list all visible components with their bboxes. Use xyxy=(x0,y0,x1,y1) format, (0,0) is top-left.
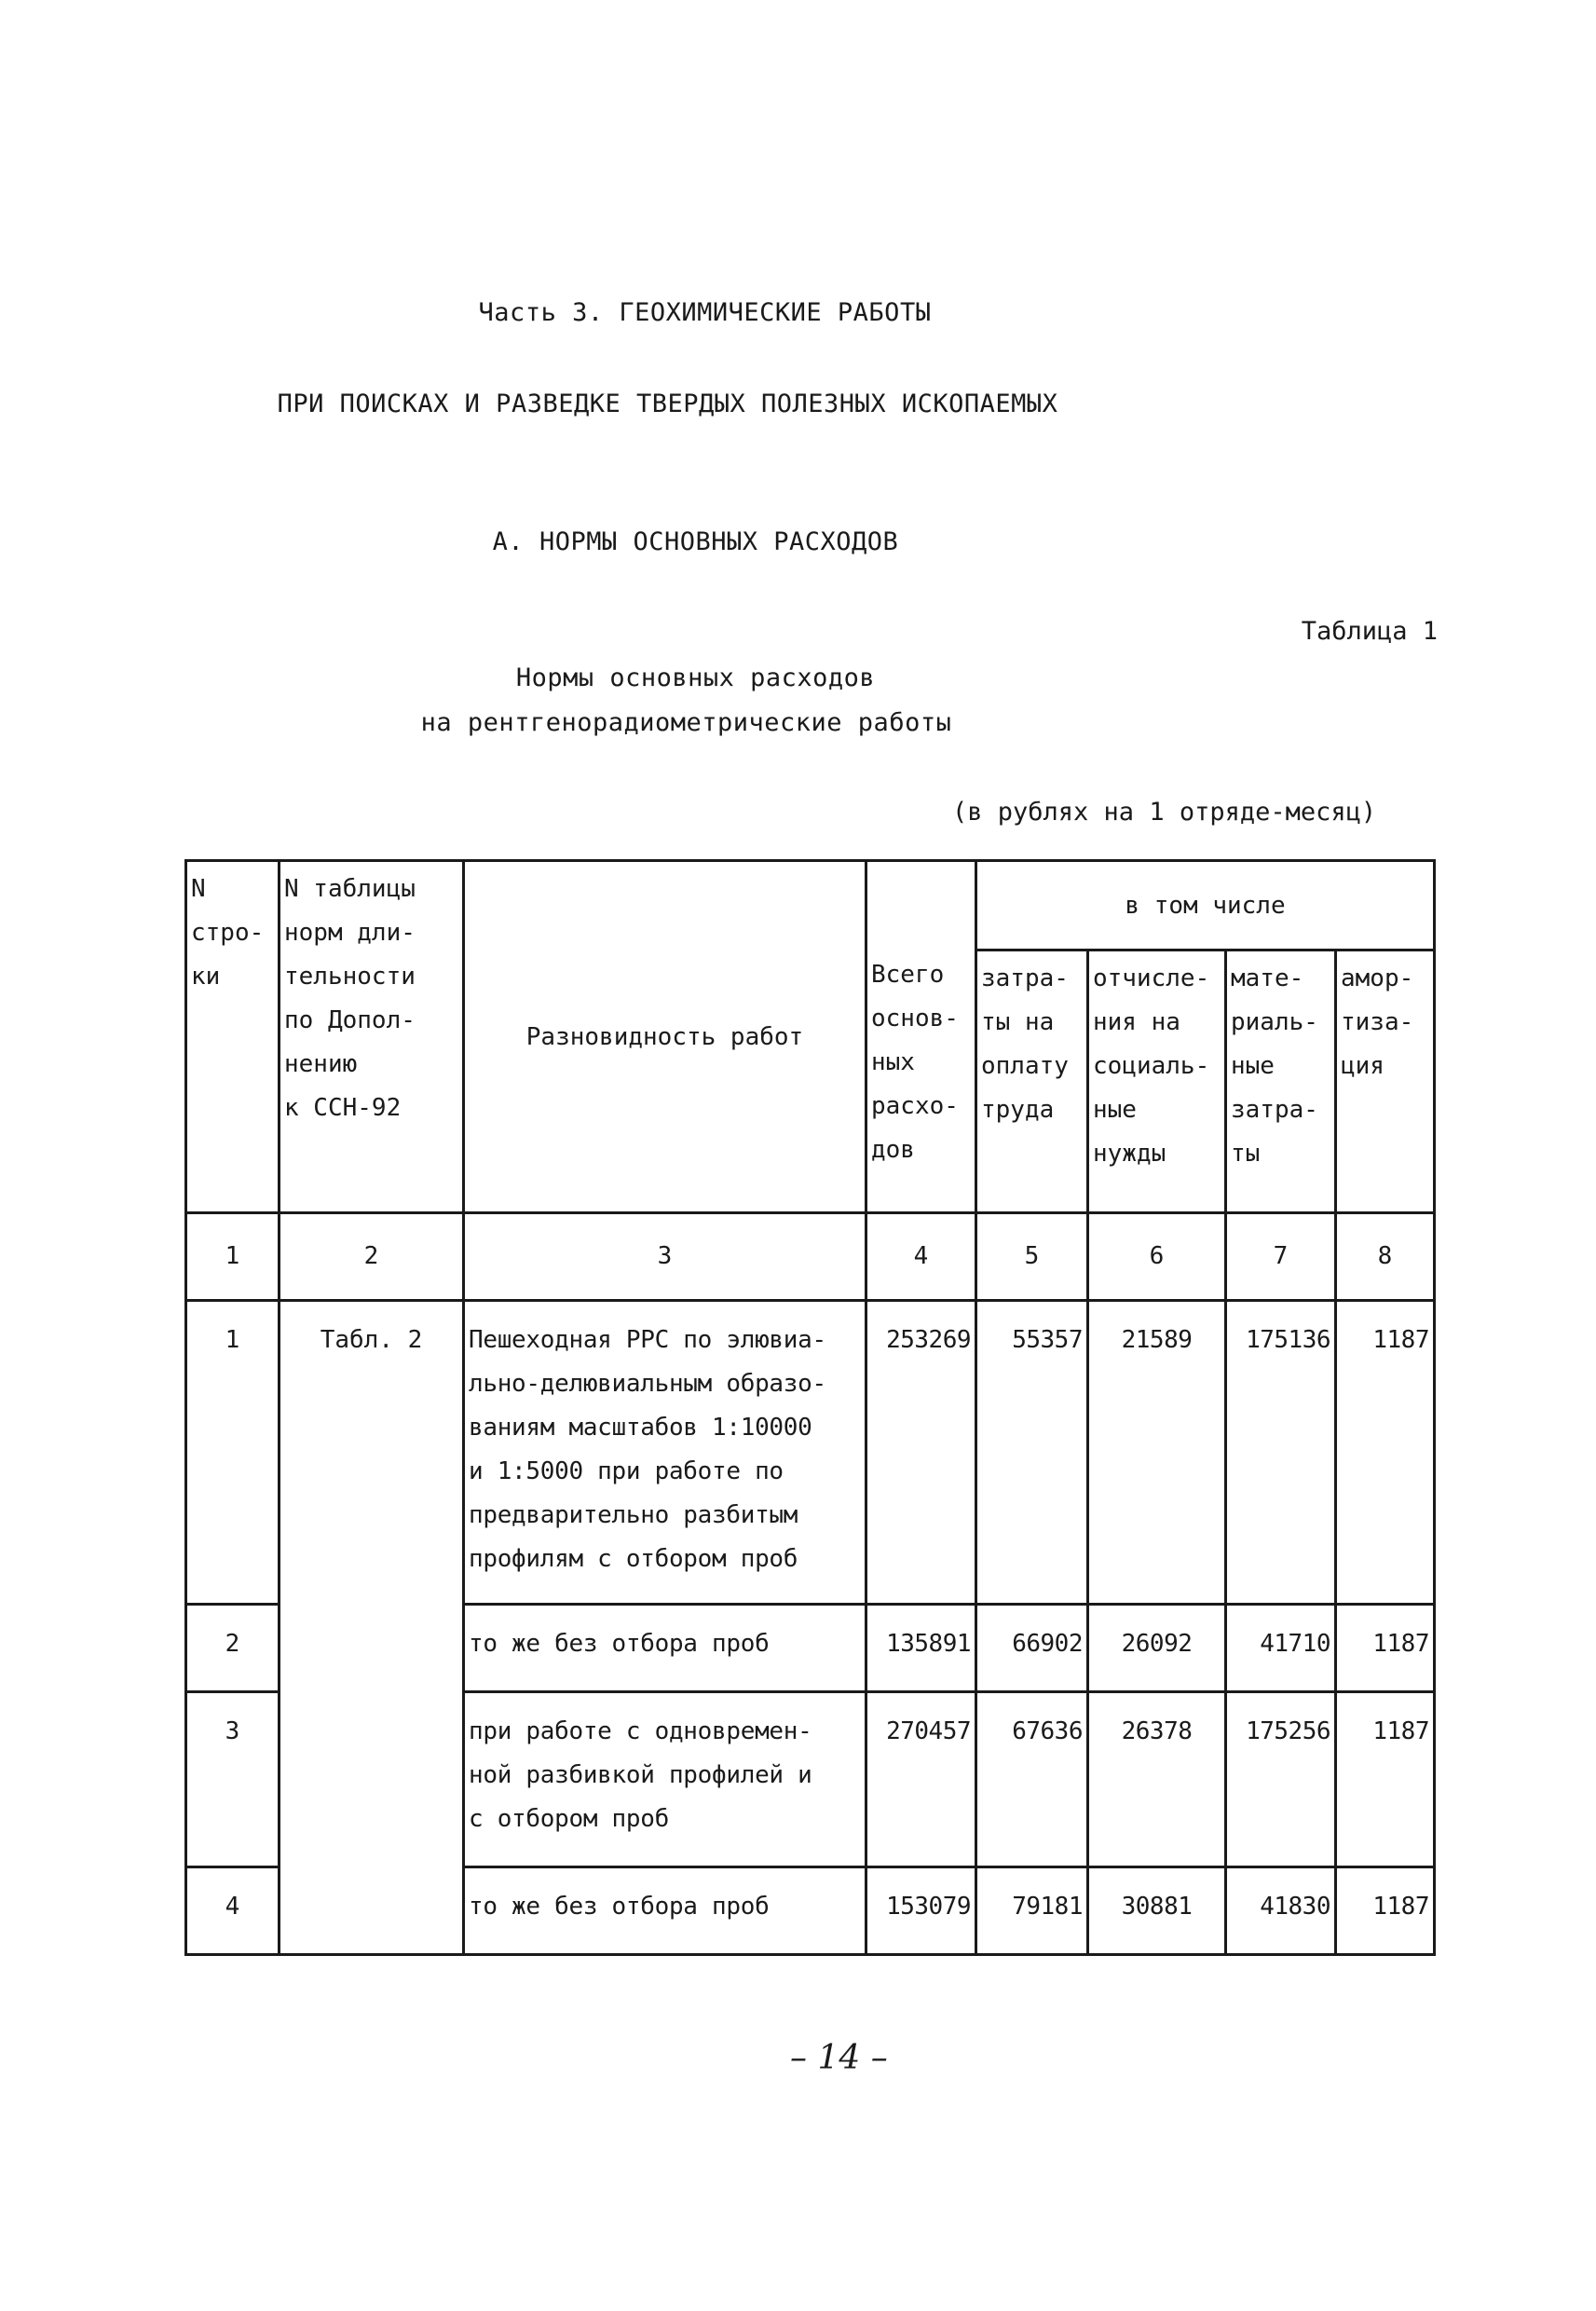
col-number: 2 xyxy=(280,1213,464,1301)
row-total: 135891 xyxy=(866,1605,976,1692)
part-subtitle: ПРИ ПОИСКАХ И РАЗВЕДКЕ ТВЕРДЫХ ПОЛЕЗНЫХ ИСКОПАЕМЫХ xyxy=(277,390,1058,418)
row-total: 270457 xyxy=(866,1692,976,1867)
row-social: 26092 xyxy=(1088,1605,1226,1692)
units-note: (в рублях на 1 отряде-месяц) xyxy=(952,798,1377,827)
col-number: 1 xyxy=(186,1213,280,1301)
row-work-type: то же без отбора проб xyxy=(464,1605,866,1692)
header-work-type: Разновидность работ xyxy=(464,861,866,1213)
table-header-row-1 xyxy=(186,861,1435,950)
col-number: 3 xyxy=(464,1213,866,1301)
row-total: 253269 xyxy=(866,1301,976,1605)
header-total: Всего основ- ных расхо- дов xyxy=(866,861,976,1213)
row-number: 2 xyxy=(186,1605,280,1692)
row-material: 41710 xyxy=(1226,1605,1336,1692)
row-amortization: 1187 xyxy=(1336,1605,1435,1692)
col-number: 4 xyxy=(866,1213,976,1301)
col-number: 8 xyxy=(1336,1213,1435,1301)
table-title-line1: Нормы основных расходов xyxy=(515,663,876,692)
table-title-line2: на рентгенорадиометрические работы xyxy=(420,708,952,737)
row-labor: 55357 xyxy=(976,1301,1088,1605)
row-labor: 79181 xyxy=(976,1867,1088,1955)
row-labor: 66902 xyxy=(976,1605,1088,1692)
table-row xyxy=(186,1301,1435,1605)
norms-table xyxy=(184,859,1436,1956)
row-work-type: Пешеходная РРС по элювиа- льно-делювиальным образо- ваниям масштабов 1:10000 и 1:5000 при работе по предварительно разбитым профилям с отбором проб xyxy=(464,1301,866,1605)
col-number: 7 xyxy=(1226,1213,1336,1301)
part-title: Часть 3. ГЕОХИМИЧЕСКИЕ РАБОТЫ xyxy=(478,298,932,327)
header-amortization: амор- тиза- ция xyxy=(1336,950,1435,1213)
row-table-ref: Табл. 2 xyxy=(280,1301,464,1955)
table-label: Таблица 1 xyxy=(1301,617,1438,646)
row-work-type: то же без отбора проб xyxy=(464,1867,866,1955)
header-social-contrib: отчисле- ния на социаль- ные нужды xyxy=(1088,950,1226,1213)
row-number: 3 xyxy=(186,1692,280,1867)
row-material: 175136 xyxy=(1226,1301,1336,1605)
row-labor: 67636 xyxy=(976,1692,1088,1867)
header-row-number: N стро- ки xyxy=(186,861,280,1213)
header-group-including: в том числе xyxy=(976,861,1435,950)
row-number: 4 xyxy=(186,1867,280,1955)
row-material: 41830 xyxy=(1226,1867,1336,1955)
row-social: 21589 xyxy=(1088,1301,1226,1605)
row-number: 1 xyxy=(186,1301,280,1605)
column-number-row xyxy=(186,1213,1435,1301)
row-social: 26378 xyxy=(1088,1692,1226,1867)
header-material-costs: мате- риаль- ные затра- ты xyxy=(1226,950,1336,1213)
page-number: – 14 – xyxy=(790,2039,888,2077)
row-social: 30881 xyxy=(1088,1867,1226,1955)
row-total: 153079 xyxy=(866,1867,976,1955)
header-table-ref: N таблицы норм дли- тельности по Допол- нению к ССН-92 xyxy=(280,861,464,1213)
section-title: А. НОРМЫ ОСНОВНЫХ РАСХОДОВ xyxy=(492,527,899,556)
col-number: 6 xyxy=(1088,1213,1226,1301)
row-work-type: при работе с одновремен- ной разбивкой профилей и с отбором проб xyxy=(464,1692,866,1867)
header-labor-costs: затра- ты на оплату труда xyxy=(976,950,1088,1213)
row-amortization: 1187 xyxy=(1336,1692,1435,1867)
row-amortization: 1187 xyxy=(1336,1301,1435,1605)
row-amortization: 1187 xyxy=(1336,1867,1435,1955)
row-material: 175256 xyxy=(1226,1692,1336,1867)
col-number: 5 xyxy=(976,1213,1088,1301)
